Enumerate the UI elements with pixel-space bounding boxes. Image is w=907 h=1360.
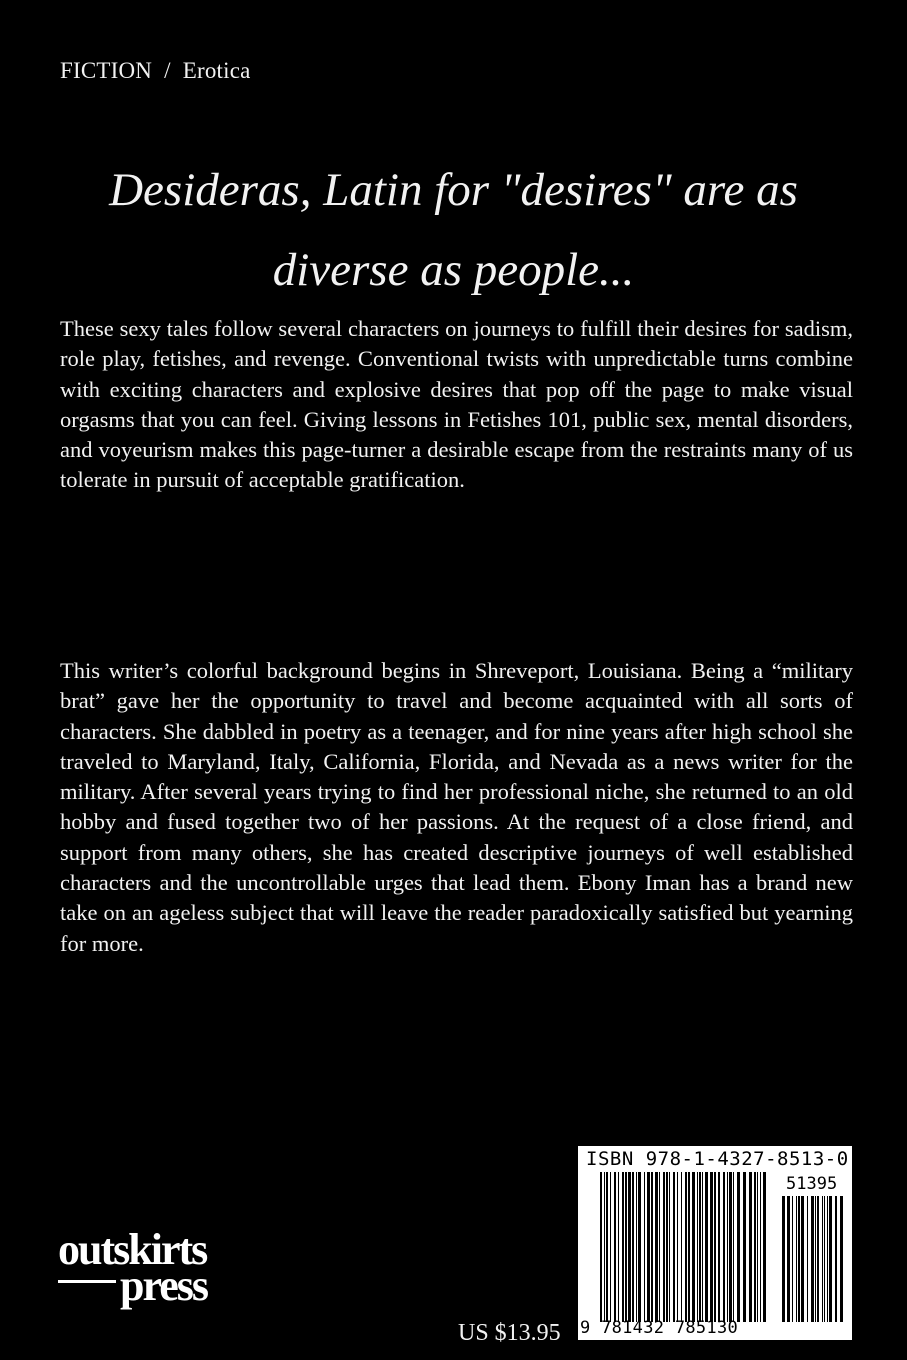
publisher-logo-line2: press	[120, 1261, 207, 1310]
publisher-logo	[58, 1225, 207, 1310]
category-separator: /	[164, 58, 171, 83]
author-bio: This writer’s colorful background begins in Shreveport, Louisiana. Being a “military brat” gave her the opportunity to travel and become acquainted with all sorts of characters. She dabbled in poetry as a teenager, and for nine years after high school she traveled to Maryland, Italy, California, Florida, and Nevada as a news writer for the military. After several years trying to find her professional niche, she returned to an old hobby and fused together two of her passions. At the request of a close friend, and support from many others, she has created descriptive journeys of well established characters and the uncontrollable urges that lead them. Ebony Iman has a brand new take on an ageless subject that will leave the reader paradoxically satisfied but yearning for more.	[60, 658, 853, 956]
category-main: FICTION	[60, 58, 153, 83]
isbn-label: ISBN 978-1-4327-8513-0	[586, 1148, 849, 1170]
publisher-logo-line1: outskirts	[58, 1225, 207, 1274]
category-label	[60, 58, 251, 84]
barcode-bars	[578, 1146, 852, 1340]
price: US $13.95	[458, 1320, 561, 1346]
category-sub: Erotica	[182, 58, 251, 83]
book-blurb: These sexy tales follow several characters on journeys to fulfill their desires for sadism, role play, fetishes, and revenge. Conventional twists with unpredictable turns combine with exciting characters and explosive desires that pop off the page to make visual orgasms that you can feel. Giving lessons in Fetishes 101, public sex, mental disorders, and voyeurism makes this page-turner a desirable escape from the restraints many of us tolerate in pursuit of acceptable gratification.	[60, 316, 853, 493]
tagline: Desideras, Latin for "desires" are as diverse as people...	[109, 164, 798, 296]
barcode-addon-number: 51395	[786, 1174, 838, 1194]
barcode-digits: 9 781432 785130	[580, 1318, 739, 1338]
isbn-barcode	[578, 1146, 852, 1340]
